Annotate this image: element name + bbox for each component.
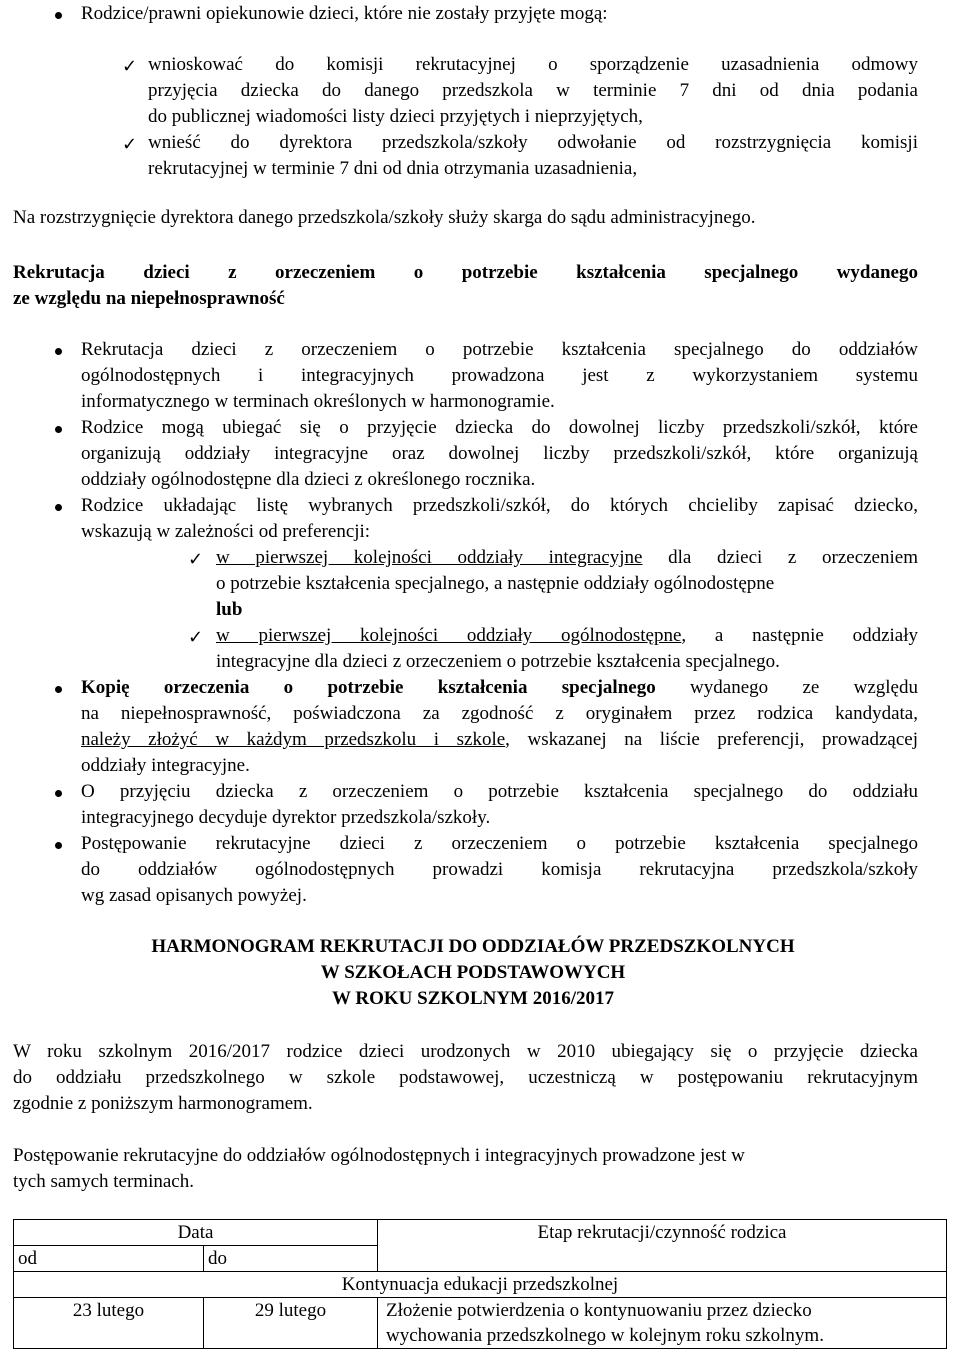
text-line: oddziały integracyjne.	[81, 755, 250, 776]
text-line: Rekrutacja dzieci z orzeczeniem o potrzebie kształcenia specjalnego do oddziałów	[81, 339, 918, 360]
schedule-intro	[13, 1039, 918, 1117]
text-line	[216, 623, 918, 649]
text-line: W ROKU SZKOLNYM 2016/2017	[331, 988, 615, 1009]
header-to: do	[204, 1246, 378, 1272]
header-from: od	[14, 1246, 204, 1272]
text-line: wychowania przedszkolnego w kolejnym roku szkolnym.	[386, 1325, 824, 1346]
schedule-table	[13, 1219, 947, 1349]
underlined-text: w pierwszej kolejności oddziały ogólnodostępne	[216, 625, 682, 646]
text-line: informatycznego w terminach określonych w harmonogramie.	[81, 391, 555, 412]
intro-lead	[81, 1, 941, 27]
list-item	[81, 337, 918, 415]
text-span: , wskazanej na liście preferencji, prowadzącej	[505, 729, 919, 750]
text-line: wg zasad opisanych powyżej.	[81, 885, 307, 906]
text-span: wydanego ze względu	[655, 677, 918, 698]
text-line: Postępowanie rekrutacyjne dzieci z orzeczeniem o potrzebie kształcenia specjalnego	[81, 833, 918, 854]
list-item	[81, 415, 918, 493]
cell-stage	[378, 1298, 947, 1349]
text-line: Złożenie potwierdzenia o kontynuowaniu przez dziecko	[386, 1300, 812, 1321]
table-section-row	[14, 1272, 947, 1298]
text-line: wnieść do dyrektora przedszkola/szkoły odwołanie od rozstrzygnięcia komisji	[148, 132, 918, 153]
header-stage: Etap rekrutacji/czynność rodzica	[378, 1220, 947, 1272]
table-row	[14, 1298, 947, 1349]
checkmark-icon: ✓	[122, 134, 138, 155]
cell-from: 23 lutego	[14, 1298, 204, 1349]
text-line: ze względu na niepełnosprawność	[13, 288, 285, 309]
text-line: o potrzebie kształcenia specjalnego, a następnie oddziały ogólnodostępne	[216, 573, 775, 594]
bullet-dot	[55, 842, 62, 849]
text-line: wskazują w zależności od preferencji:	[81, 521, 371, 542]
text-line	[81, 675, 918, 701]
bullet-dot	[55, 686, 62, 693]
preference-option-general-first	[216, 623, 918, 675]
text-line: oddziały ogólnodostępne dla dzieci z określonego rocznika.	[81, 469, 536, 490]
bullet-dot	[55, 12, 62, 19]
list-item	[81, 493, 918, 545]
text-line: W SZKOŁACH PODSTAWOWYCH	[320, 962, 626, 983]
section-heading-special	[13, 260, 918, 312]
text-line: na niepełnosprawność, poświadczona za zgodność z oryginałem przez rodzica kandydata,	[81, 703, 918, 724]
text-span: dla dzieci z orzeczeniem	[642, 547, 918, 568]
checkmark-icon: ✓	[122, 56, 138, 77]
text-line: tych samych terminach.	[13, 1171, 194, 1192]
text-line: ogólnodostępnych i integracyjnych prowadzona jest z wykorzystaniem systemu	[81, 365, 918, 386]
header-date: Data	[14, 1220, 378, 1246]
text-line: do oddziału przedszkolnego w szkole podstawowej, uczestniczą w postępowaniu rekrutacyjnym	[13, 1067, 918, 1088]
text-line: Postępowanie rekrutacyjne do oddziałów ogólnodostępnych i integracyjnych prowadzone jest w	[13, 1145, 745, 1166]
cell-to: 29 lutego	[204, 1298, 378, 1349]
text-line: Na rozstrzygnięcie dyrektora danego przedszkola/szkoły służy skarga do sądu administracyjnego.	[13, 207, 756, 228]
text-line: HARMONOGRAM REKRUTACJI DO ODDZIAŁÓW PRZEDSZKOLNYCH	[151, 936, 795, 957]
text-line: wnioskować do komisji rekrutacyjnej o sporządzenie uzasadnienia odmowy	[148, 54, 918, 75]
text-line: Rodzice układając listę wybranych przedszkoli/szkół, do których chcieliby zapisać dziecko,	[81, 495, 918, 516]
schedule-title	[13, 934, 933, 1012]
check-item-appeal-commission	[148, 52, 918, 130]
text-line: Rekrutacja dzieci z orzeczeniem o potrzebie kształcenia specjalnego wydanego	[13, 262, 918, 283]
list-item	[81, 675, 918, 779]
underlined-text: należy złożyć w każdym przedszkolu i szkole	[81, 729, 506, 750]
complaint-note	[13, 205, 933, 231]
text-line: integracyjne dla dzieci z orzeczeniem o potrzebie kształcenia specjalnego.	[216, 651, 780, 672]
list-item	[81, 779, 918, 831]
intro-lead-text: Rodzice/prawni opiekunowie dzieci, które nie zostały przyjęte mogą:	[81, 3, 608, 24]
checkmark-icon: ✓	[188, 549, 204, 570]
text-line: do publicznej wiadomości listy dzieci przyjętych i nieprzyjętych,	[148, 106, 643, 127]
bold-text: Kopię orzeczenia o potrzebie kształcenia specjalnego	[81, 677, 656, 698]
text-span: , a następnie oddziały	[681, 625, 919, 646]
text-line: rekrutacyjnej w terminie 7 dni od dnia otrzymania uzasadnienia,	[148, 158, 638, 179]
table-header-row	[14, 1220, 947, 1246]
text-line	[216, 545, 918, 571]
text-line: przyjęcia dziecka do danego przedszkola w terminie 7 dni od dnia podania	[148, 80, 918, 101]
section-continuation: Kontynuacja edukacji przedszkolnej	[14, 1272, 947, 1298]
bullet-dot	[55, 504, 62, 511]
preference-option-integrated-first	[216, 545, 918, 623]
text-line	[81, 727, 918, 753]
check-item-appeal-director	[148, 130, 918, 182]
list-item	[81, 831, 918, 909]
or-label: lub	[216, 599, 243, 620]
bullet-dot	[55, 348, 62, 355]
bullet-dot	[55, 790, 62, 797]
schedule-note	[13, 1143, 918, 1195]
text-line: W roku szkolnym 2016/2017 rodzice dzieci urodzonych w 2010 ubiegający się o przyjęcie dziecka	[13, 1041, 918, 1062]
text-line: O przyjęciu dziecka z orzeczeniem o potrzebie kształcenia specjalnego do oddziału	[81, 781, 918, 802]
text-line: zgodnie z poniższym harmonogramem.	[13, 1093, 313, 1114]
text-line: organizują oddziały integracyjne oraz dowolnej liczby przedszkoli/szkół, które organizują	[81, 443, 918, 464]
text-line: integracyjnego decyduje dyrektor przedszkola/szkoły.	[81, 807, 491, 828]
checkmark-icon: ✓	[188, 627, 204, 648]
underlined-text: w pierwszej kolejności oddziały integracyjne	[216, 547, 643, 568]
text-line: Rodzice mogą ubiegać się o przyjęcie dziecka do dowolnej liczby przedszkoli/szkół, które	[81, 417, 918, 438]
text-line: do oddziałów ogólnodostępnych prowadzi komisja rekrutacyjna przedszkola/szkoły	[81, 859, 918, 880]
bullet-dot	[55, 426, 62, 433]
